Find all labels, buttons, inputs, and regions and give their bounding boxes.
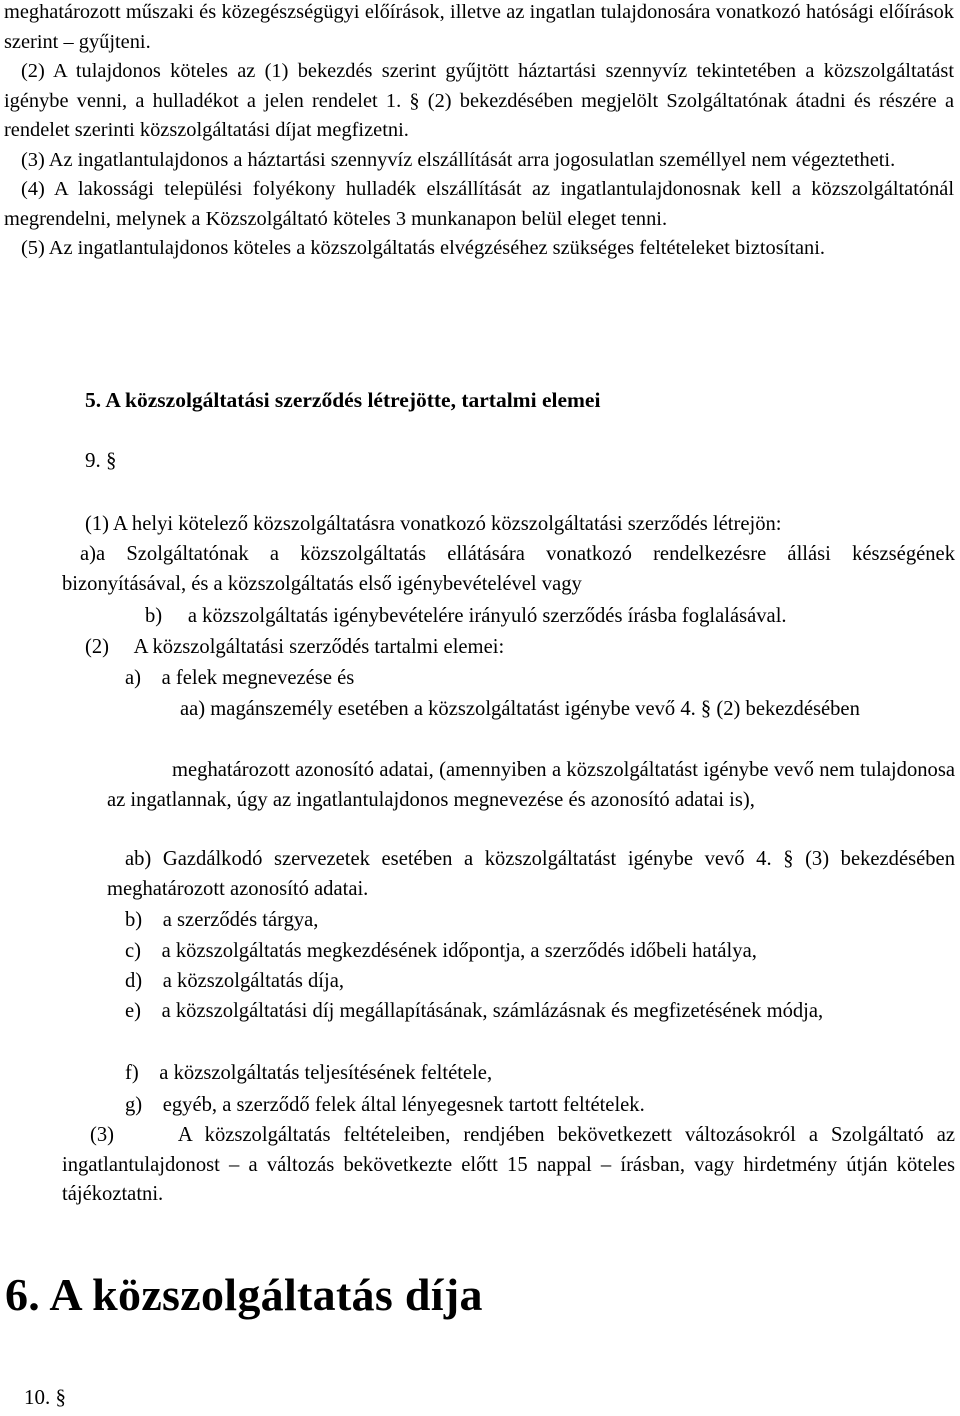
paragraph-5: (5) Az ingatlantulajdonos köteles a közszolgáltatás elvégzéséhez szükséges feltételeket biztosítani. [21, 237, 826, 259]
s5-p1-a: a)a Szolgáltatónak a közszolgáltatás ellátására vonatkozó rendelkezésre állási készségének bizonyításával, és a közszolgáltatás első igénybevételével vagy [62, 543, 955, 595]
paragraph-3: (3) Az ingatlantulajdonos a háztartási szennyvíz elszállítását arra jogosulatlan személlyel nem végeztetheti. [21, 148, 896, 171]
s5-p1-b: b) a közszolgáltatás igénybevételére irányuló szerződés írásba foglalásával. [145, 605, 787, 627]
paragraph-sign-10: 10. § [24, 1385, 66, 1409]
s5-p2-c: c) a közszolgáltatás megkezdésének időpontja, a szerződés időbeli hatálya, [125, 940, 757, 962]
section-6-heading: 6. A közszolgáltatás díja [5, 1269, 483, 1320]
paragraph-4: (4) A lakossági települési folyékony hulladék elszállítását az ingatlantulajdonosnak kell a közszolgáltatónál megrendelni, melynek a Közszolgáltató köteles 3 munkanapon belül eleget tenni. [4, 178, 954, 230]
section-5-heading: 5. A közszolgáltatási szerződés létrejötte, tartalmi elemei [85, 388, 601, 412]
s5-p2-a: a) a felek megnevezése és [125, 667, 355, 689]
s5-p2-aa-2: meghatározott azonosító adatai, (amennyiben a közszolgáltatást igénybe vevő nem tulajdonosa az ingatlannak, úgy az ingatlantulajdonos megnevezése és azonosító adatai is), [107, 759, 955, 811]
s5-p2-b: b) a szerződés tárgya, [125, 909, 319, 931]
s5-p2-d: d) a közszolgáltatás díja, [125, 970, 345, 992]
s5-p3: (3) A közszolgáltatás feltételeiben, rendjében bekövetkezett változásokról a Szolgáltató az ingatlantulajdonost – a változás bekövetkezte előtt 15 nappal – írásban, vagy hirdetmény útján köteles tájékoztatni. [62, 1124, 960, 1205]
s5-p2-g: g) egyéb, a szerződő felek által lényegesnek tartott feltételek. [125, 1094, 645, 1116]
s5-p2-f: f) a közszolgáltatás teljesítésének feltétele, [125, 1062, 493, 1084]
s5-p2-ab: ab) Gazdálkodó szervezetek esetében a közszolgáltatást igénybe vevő 4. § (3) bekezdésében meghatározott azonosító adatai. [107, 848, 955, 900]
section-4-text [4, 0, 954, 264]
s5-p2-aa-1: aa) magánszemély esetében a közszolgáltatást igénybe vevő 4. § (2) bekezdésében [180, 698, 860, 720]
paragraph-2: (2) A tulajdonos köteles az (1) bekezdés szerint gyűjtött háztartási szennyvíz tekintetében a közszolgáltatást igénybe venni, a hulladékot a jelen rendelet 1. § (2) bekezdésében megjelölt Szolgáltatónak átadni és részére a rendelet szerinti közszolgáltatási díjat megfizetni. [4, 60, 954, 141]
paragraph-sign-9: 9. § [85, 448, 117, 472]
s5-p2-e: e) a közszolgáltatási díj megállapításának, számlázásnak és megfizetésének módja, [125, 1000, 824, 1022]
s5-p2-intro: (2) A közszolgáltatási szerződés tartalmi elemei: [85, 636, 505, 658]
s5-p1-intro: (1) A helyi kötelező közszolgáltatásra vonatkozó közszolgáltatási szerződés létrejön: [85, 513, 782, 535]
paragraph-continuation: meghatározott műszaki és közegészségügyi előírások, illetve az ingatlan tulajdonosára vonatkozó hatósági előírások szerint – gyűjteni. [4, 1, 954, 53]
